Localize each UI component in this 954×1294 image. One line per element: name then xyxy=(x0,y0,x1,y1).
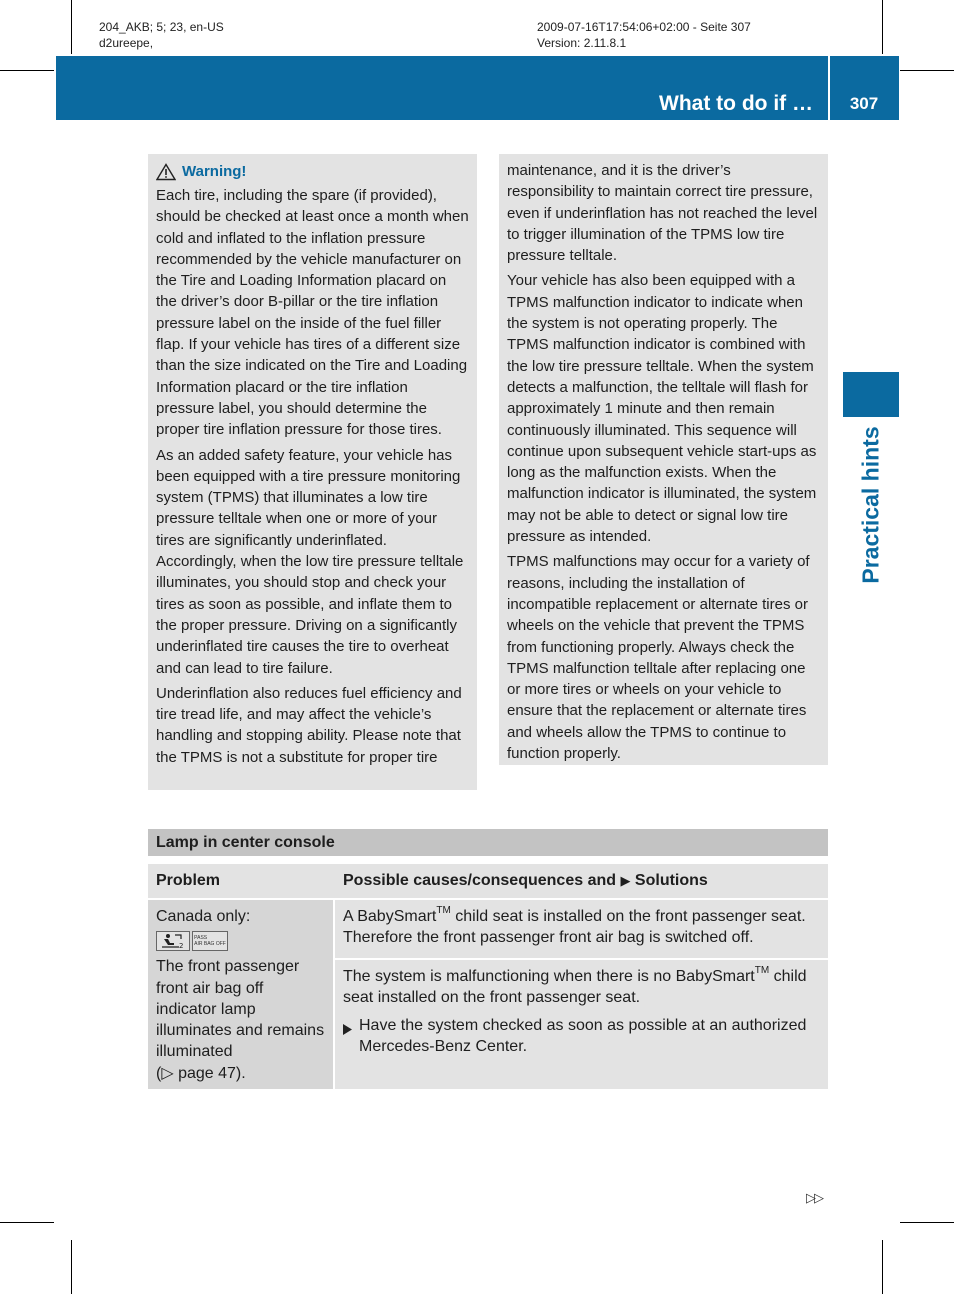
action-text: Have the system checked as soon as possible at an authorized Mercedes-Benz Center. xyxy=(359,1016,807,1055)
indicator-icons xyxy=(156,929,325,953)
trademark: TM xyxy=(436,904,451,916)
lamp-label-pass: PASS xyxy=(194,935,208,942)
column-header-causes-text: Possible causes/consequences and xyxy=(343,872,617,889)
passenger-airbag-off-lamp-icon xyxy=(192,931,228,951)
trademark: TM xyxy=(754,964,770,976)
crop-mark xyxy=(71,0,72,54)
page-reference xyxy=(156,1063,325,1084)
problem-region: Canada only: xyxy=(156,908,251,925)
side-tab-marker xyxy=(843,372,899,417)
chapter-title: What to do if … xyxy=(659,92,813,115)
cause-text: The system is malfunctioning when there is no BabySmart xyxy=(343,968,755,985)
meta-line: d2ureepe, xyxy=(99,36,154,50)
meta-line: Version: 2.11.8.1 xyxy=(537,36,627,50)
lamp-label-off: OFF xyxy=(215,941,226,948)
header-divider xyxy=(828,56,830,120)
page-ref-symbol: (▷ xyxy=(156,1064,174,1082)
page-ref-link[interactable]: page 47). xyxy=(178,1064,246,1082)
crop-mark xyxy=(882,1240,883,1294)
arrow-right-icon: ▶ xyxy=(620,873,631,888)
warning-paragraph: Underinflation also reduces fuel efficiency and tire tread life, and may affect the vehicle’s handling and stopping ability. Please note that the TPMS is not a substitute for proper tire xyxy=(156,684,462,766)
warning-paragraph: TPMS malfunctions may occur for a variety of reasons, including the installation of incompatible replacement or alternate tires or wheels on the vehicle that prevent the TPMS from functioning properly. Always check the TPMS malfunction telltale after replacing one or more tires or wheels on your vehicle to ensure that the replacement or alternate tires and wheels allow the TPMS to continue to function properly. xyxy=(507,553,810,763)
crop-mark xyxy=(0,70,54,71)
table-cell-cause xyxy=(335,900,828,958)
crop-mark xyxy=(71,1240,72,1294)
cause-text: child seat is installed on the front passenger seat. Therefore the front passenger front air bag is switched off. xyxy=(343,908,806,947)
section-title: Lamp in center console xyxy=(148,829,828,856)
crop-mark xyxy=(0,1222,54,1223)
table-body xyxy=(148,900,828,1089)
column-header-causes xyxy=(343,872,708,890)
print-meta-left xyxy=(99,19,224,51)
side-tab-label xyxy=(843,425,899,585)
print-meta-right xyxy=(537,19,751,51)
action-item xyxy=(343,1015,820,1058)
cause-description xyxy=(343,966,820,1009)
warning-paragraph: Your vehicle has also been equipped with a TPMS malfunction indicator to indicate when the system is not operating properly. The TPMS malfunction indicator is combined with the low tire pressure telltale. When the system detects a malfunction, the telltale will flash for approximately 1 minute and then remain continuously illuminated. This sequence will continue upon subsequent vehicle start-ups as long as the malfunction exists. When the malfunction indicator is illuminated, the system may not be able to detect or signal low tire pressure as intended. xyxy=(507,272,817,546)
problem-description: The front passenger front air bag off indicator lamp illuminates and remains illuminated xyxy=(156,958,325,1061)
meta-line: 2009-07-16T17:54:06+02:00 - Seite 307 xyxy=(537,20,751,34)
warning-paragraph: maintenance, and it is the driver’s responsibility to maintain correct tire pressure, even if underinflation has not reached the level to trigger illumination of the TPMS low tire pressure telltale. xyxy=(507,162,818,265)
child-seat-airbag-icon xyxy=(156,931,190,951)
table-cell-problem xyxy=(148,900,333,1089)
meta-line: 204_AKB; 5; 23, en-US xyxy=(99,20,224,34)
lamp-label-airbag: AIR BAG xyxy=(194,941,215,948)
side-tab-text: Practical hints xyxy=(857,426,884,584)
arrow-right-icon xyxy=(343,1015,359,1058)
warning-box-left xyxy=(148,154,477,790)
crop-mark xyxy=(900,1222,954,1223)
warning-title: Warning! xyxy=(182,163,247,181)
warning-triangle-icon xyxy=(156,163,176,181)
cause-text: child seat installed on the front passenger seat. xyxy=(343,968,807,1007)
warning-box-right xyxy=(499,154,828,765)
column-header-problem: Problem xyxy=(156,872,221,889)
table-cell-cause xyxy=(335,960,828,1089)
warning-paragraph: Each tire, including the spare (if provided), should be checked at least once a month when cold and inflated to the inflation pressure recommended by the vehicle manufacturer on the Tire and Loading Information placard on the driver’s door B-pillar or the tire inflation pressure label on the inside of the fuel filler flap. If your vehicle has tires of a different size than the size indicated on the Tire and Loading Information placard or the tire inflation pressure label, you should determine the proper tire inflation pressure for those tires. xyxy=(156,187,469,439)
continue-icon: ▷▷ xyxy=(806,1190,822,1205)
warning-heading xyxy=(156,160,469,184)
svg-text:2: 2 xyxy=(179,942,184,950)
page-header xyxy=(56,56,899,120)
warning-paragraph: As an added safety feature, your vehicle has been equipped with a tire pressure monitoring system (TPMS) that illuminates a low tire pressure telltale when one or more of your tires are significantly underinflated. Accordingly, when the low tire pressure telltale illuminates, you should stop and check your tires as soon as possible, and inflate them to the proper pressure. Driving on a significantly underinflated tire causes the tire to overheat and can lead to tire failure. xyxy=(156,446,464,677)
table-header xyxy=(148,864,828,898)
column-header-solutions-text: Solutions xyxy=(634,872,708,889)
crop-mark xyxy=(900,70,954,71)
cause-text: A BabySmart xyxy=(343,908,437,925)
page-number: 307 xyxy=(849,94,879,113)
crop-mark xyxy=(882,0,883,54)
